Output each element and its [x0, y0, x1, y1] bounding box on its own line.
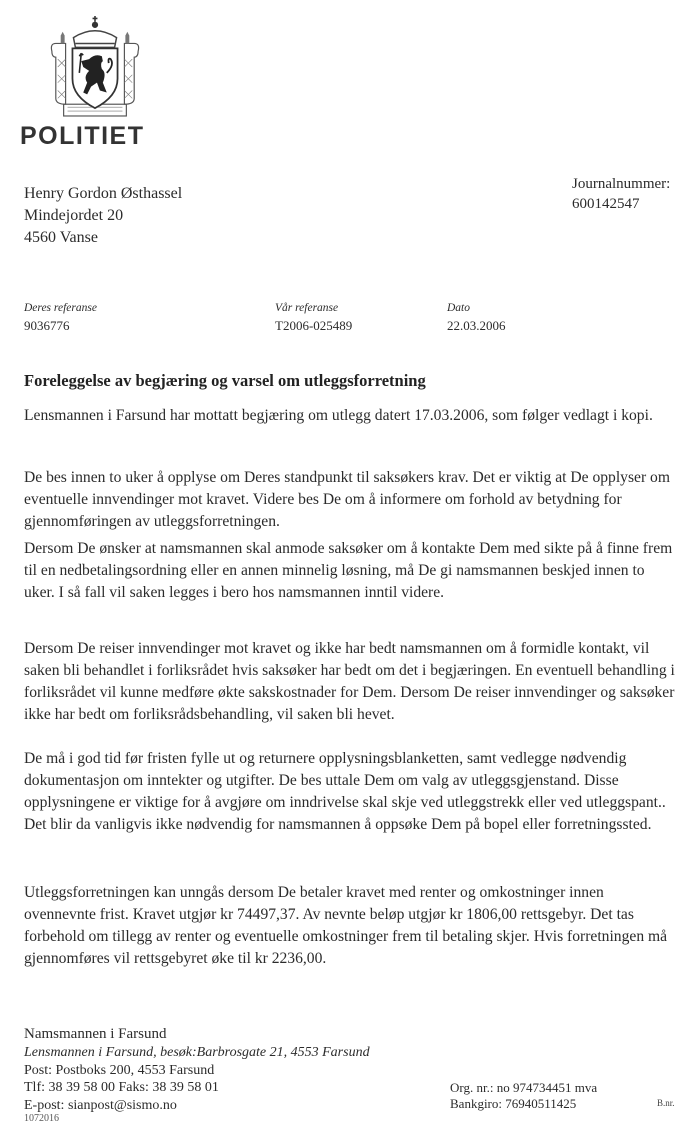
reference-var-label: Vår referanse	[275, 302, 339, 314]
sender-visit-address: Lensmannen i Farsund, besøk:Barbrosgate 21, 4553 Farsund	[24, 1045, 370, 1060]
sender-email[interactable]: E-post: sianpost@sismo.no	[24, 1097, 177, 1113]
reference-deres-value: 9036776	[24, 318, 70, 333]
journal-label: Journalnummer:	[572, 176, 671, 192]
sender-footer	[24, 1025, 370, 1124]
journal-number	[572, 174, 670, 214]
reference-var-value: T2006-025489	[275, 318, 353, 333]
document-code: 1072016	[24, 1113, 59, 1124]
body-paragraph: Dersom De reiser innvendinger mot kravet og ikke har bedt namsmannen om å formidle kontakt, vil saken bli behandlet i forliksrådet hvis saksøker har bedt om det i begjæringen. En eventuell behandling i forliksrådet vil kunne medføre økte sakskostnader for Dem. Dersom De reiser innvendinger og saksøker ikke har bedt om forliksrådsbehandling, vil saken bli hevet.	[24, 640, 675, 723]
letter-subject: Foreleggelse av begjæring og varsel om utleggsforretning	[24, 371, 426, 390]
coat-of-arms-icon	[46, 14, 144, 118]
reference-date-value: 22.03.2006	[447, 318, 506, 333]
body-paragraph: De bes innen to uker å opplyse om Deres standpunkt til saksøkers krav. Det er viktig at De opplyser om eventuelle innvendinger mot kravet. Videre bes De om å informere om forhold av betydning for gjennomføringen av utleggsforretningen.	[24, 469, 670, 530]
body-paragraph: De må i god tid før fristen fylle ut og returnere opplysningsblanketten, samt vedlegge nødvendig dokumentasjon om inntekter og utgifter. De bes uttale Dem om valg av utleggsgjenstand. Disse opplysningene er viktige for å avgjøre om inndrivelse skal skje ved utleggstrekk eller ved utleggspant.. Det blir da vanligvis ikke nødvendig for namsmannen å oppsøke Dem på bopel eller forretningssted.	[24, 750, 666, 833]
recipient-city: 4560 Vanse	[24, 229, 98, 246]
reference-date	[447, 300, 506, 334]
org-number: Org. nr.: no 974734451 mva	[450, 1080, 598, 1095]
sender-phone: Tlf: 38 39 58 00 Faks: 38 39 58 01	[24, 1080, 219, 1095]
reference-deres-label: Deres referanse	[24, 302, 97, 314]
body-paragraph: Utleggsforretningen kan unngås dersom De betaler kravet med renter og omkostninger innen ovennevnte frist. Kravet utgjør kr 74497,37. Av nevnte beløp utgjør kr 1806,00 rettsgebyr. Det tas forbehold om tillegg av renter og eventuelle omkostninger frem til betaling skjer. Hvis forretningen må gjennomføres vil rettsgebyret øke til kr 2236,00.	[24, 884, 668, 967]
reference-var	[275, 300, 352, 334]
recipient-name: Henry Gordon Østhassel	[24, 185, 183, 202]
recipient-street: Mindejordet 20	[24, 207, 124, 224]
body-paragraph: Lensmannen i Farsund har mottatt begjæring om utlegg datert 17.03.2006, som følger vedlagt i kopi.	[24, 407, 653, 424]
recipient-address	[24, 183, 182, 249]
body-paragraph: Dersom De ønsker at namsmannen skal anmode saksøker om å kontakte Dem med sikte på å finne frem til en nedbetalingsordning eller en annen minnelig løsning, må De gi namsmannen beskjed innen to uker. I så fall vil saken legges i bero hos namsmannen inntil videre.	[24, 540, 673, 601]
bankgiro: Bankgiro: 76940511425	[450, 1096, 577, 1111]
reference-date-label: Dato	[447, 302, 470, 314]
journal-value: 600142547	[572, 196, 640, 212]
sender-post-address: Post: Postboks 200, 4553 Farsund	[24, 1062, 215, 1078]
b-nr-label: B.nr.	[657, 1098, 675, 1108]
brand-wordmark: POLITIET	[20, 122, 145, 150]
sender-office: Namsmannen i Farsund	[24, 1026, 167, 1042]
reference-deres	[24, 300, 97, 334]
bank-info	[450, 1080, 597, 1112]
